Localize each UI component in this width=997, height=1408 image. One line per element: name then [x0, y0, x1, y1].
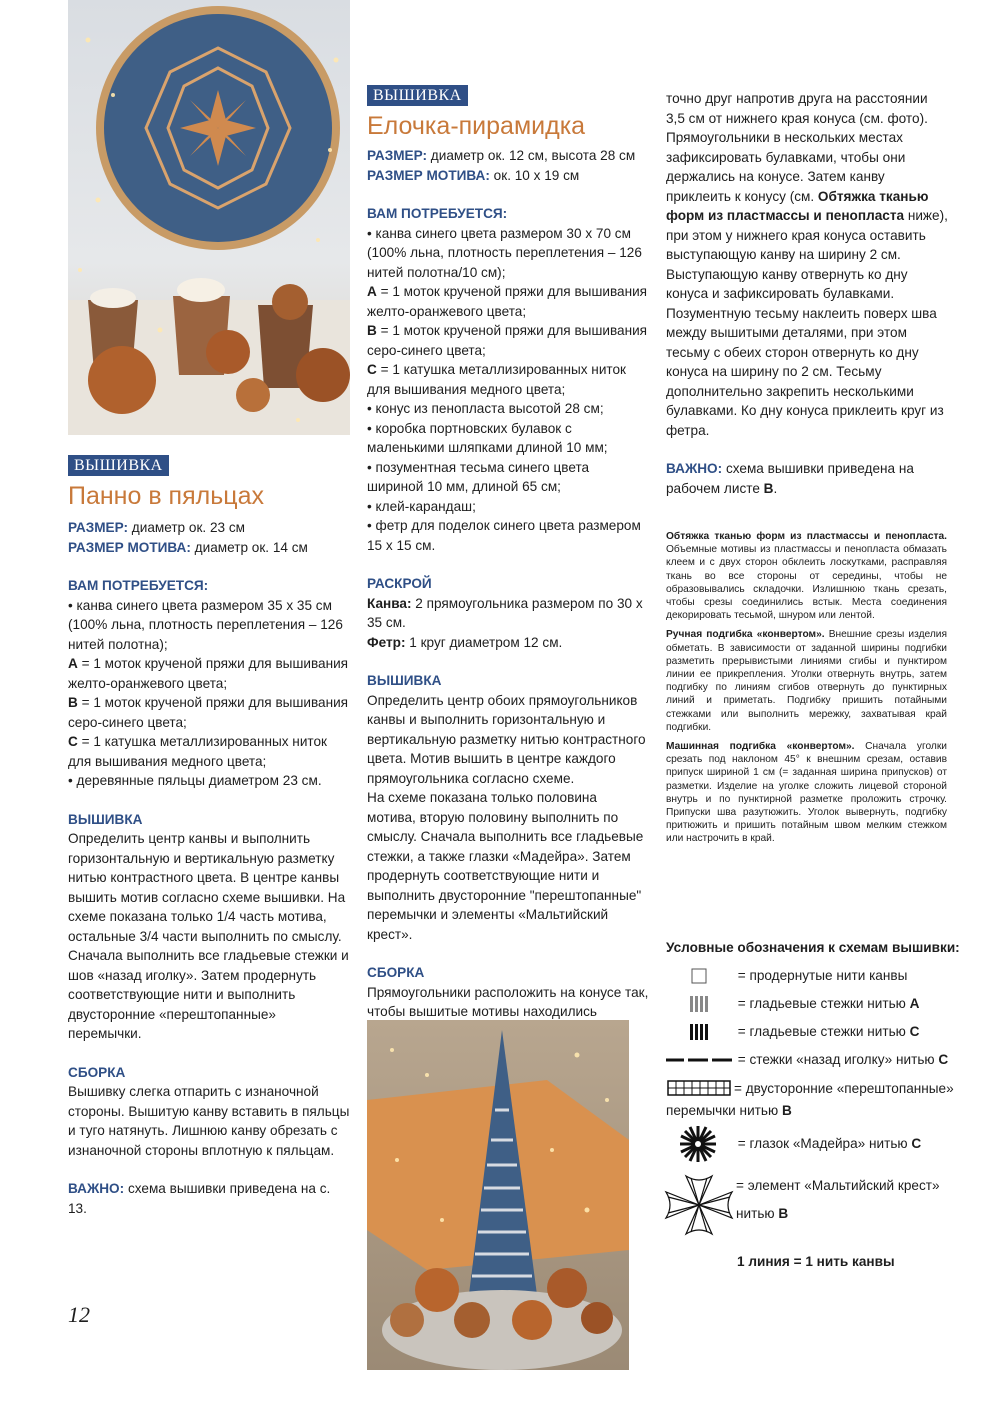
materials-heading: ВАМ ПОТРЕБУЕТСЯ:: [68, 578, 209, 593]
square-outline-icon: [666, 966, 734, 986]
legend-row: = гладьевые стежки нитью А: [666, 994, 956, 1014]
embroidery-text: Определить центр обоих прямоугольников канвы и выполнить горизонтальную и вертикальную разметку нитью контрастного цвета. Мотив вышить в центре каждого прямоугольника согласно схеме.: [367, 692, 646, 786]
materials-heading: ВАМ ПОТРЕБУЕТСЯ:: [367, 206, 508, 221]
tip-item: Обтяжка тканью форм из пластмассы и пенопласта. Объемные мотивы из пластмассы и пенопласта обмазать клеем и с двух сторон обклеить лоскутками, расправляя ткань во все стороны от середины, чтобы не образовывались складочки. Излишнюю ткань срезать, чтобы срезы соединились встык. Места соединения декорировать тесьмой, шнуром или лентой.: [666, 531, 947, 622]
legend-row: = стежки «назад иголку» нитью С: [666, 1050, 956, 1070]
article2-continuation: [666, 89, 950, 498]
list-item: С = 1 катушка металлизированных ниток для вышивания медного цвета;: [68, 734, 327, 769]
page-number: 12: [68, 1302, 90, 1327]
article-title: Елочка-пирамидка: [367, 112, 586, 140]
technique-tips: [666, 530, 947, 852]
tip-item: Ручная подгибка «конвертом». Внешние срезы изделия обметать. В зависимости от заданной ширины подгибки разметить прерывистыми линиями сгибы и пунктиром линии ее прикрепления. Уголки отвернуть внутрь, затем подгибку по линиям сгибов отвернуть до пунктирных линий и приметать. Подгибку пришить потайными стежками или выполнить мережку, захватывая край подгибки.: [666, 629, 947, 733]
important-note: ВАЖНО: схема вышивки приведена на рабочем листе В.: [666, 461, 914, 496]
list-item: • коробка портновских булавок с маленькими шляпками длиной 10 мм;: [367, 420, 608, 455]
article1: [68, 455, 350, 1218]
list-item: • канва синего цвета размером 30 х 70 см (100% льна, плотность переплетения – 126 нитей полотна/10 см);: [367, 225, 642, 280]
hoop-photo: [68, 0, 350, 435]
assembly-text: Вышивку слегка отпарить с изнаночной стороны. Вышитую канву вставить в пяльцы и туго натянуть. Лишнюю канву обрезать с изнаночной стороны вплотную к пяльцам.: [68, 1084, 350, 1158]
tip-item: Машинная подгибка «конвертом». Сначала уголки срезать под наклоном 45° к внешним срезам, оставив припуск шириной 1 см (= заданная ширина припусков) от разметки. Изделие на уголке сложить лицевой стороной внутрь и по пунктирной разметке проложить строчку. Припуски шва разутюжить. Уголок вывернуть, подгибку притюжить и пришить потайным швом мелким стежком или настрочить в край.: [666, 741, 947, 845]
legend-title: Условные обозначения к схемам вышивки:: [666, 940, 960, 955]
motif-size-line: РАЗМЕР МОТИВА: ок. 10 х 19 см: [367, 167, 580, 183]
legend-row: = гладьевые стежки нитью С: [666, 1022, 956, 1042]
canvas-cut: Канва: 2 прямоугольника размером по 30 х 35 см.: [367, 595, 643, 630]
list-item: В = 1 моток крученой пряжи для вышивания серо-синего цвета;: [68, 695, 349, 730]
embroidery-text: Определить центр канвы и выполнить горизонтальную и вертикальную разметку нитью контрастного цвета. В центре канвы вышить мотив согласно схеме вышивки. На схеме показана только 1/4 часть мотива, остальные 3/4 части выполнить по смыслу. Сначала выполнить все гладьевые стежки и шов «назад иголку». Затем продернуть соответствующие нити и выполнить двусторонние «перештопанные» перемычки.: [68, 831, 349, 1041]
satin-stitch-black-icon: [666, 1022, 734, 1042]
assembly-heading: СБОРКА: [367, 965, 425, 980]
important-note: ВАЖНО: схема вышивки приведена на с. 13.: [68, 1181, 331, 1216]
embroidery-heading: ВЫШИВКА: [68, 811, 143, 827]
legend-row: = глазок «Мадейра» нитью С: [666, 1124, 956, 1164]
list-item: • позументная тесьма синего цвета шириной 10 мм, длиной 65 см;: [367, 459, 590, 494]
embroidery-heading: ВЫШИВКА: [367, 673, 442, 688]
woven-bar-icon: [666, 1078, 734, 1098]
materials-list: [367, 224, 649, 556]
assembly-text: Прямоугольники расположить на конусе так, чтобы вышитые мотивы находились: [367, 984, 649, 1019]
madeira-eyelet-icon: [666, 1124, 734, 1164]
list-item: В = 1 моток крученой пряжи для вышивания серо-синего цвета;: [367, 323, 648, 358]
list-item: А = 1 моток крученой пряжи для вышивания желто-оранжевого цвета;: [367, 284, 648, 319]
list-item: • фетр для поделок синего цвета размером 15 х 15 см.: [367, 518, 641, 553]
list-item: • конус из пенопласта высотой 28 см;: [367, 401, 604, 416]
legend-footer: 1 линия = 1 нить канвы: [737, 1254, 895, 1269]
embroidery-text-2: На схеме показана только половина мотива, вторую половину выполнить по смыслу. Сначала выполнить все гладьевые стежки, а также глазки «Мадейра». Затем продернуть соответствующие нити и выполнить двусторонние "перештопанные" перемычки и элементы «Мальтийский крест».: [367, 790, 644, 942]
article-title: Панно в пяльцах: [68, 482, 264, 510]
section-tag: ВЫШИВКА: [367, 85, 468, 106]
legend-row: = двусторонние «перештопанные» перемычки нитью В: [666, 1078, 956, 1122]
list-item: С = 1 катушка металлизированных ниток для вышивания медного цвета;: [367, 362, 626, 397]
motif-size-line: РАЗМЕР МОТИВА: диаметр ок. 14 см: [68, 539, 308, 555]
list-item: • клей-карандаш;: [367, 498, 476, 514]
backstitch-line-icon: [666, 1050, 734, 1070]
size-line: РАЗМЕР: диаметр ок. 12 см, высота 28 см: [367, 148, 636, 163]
maltese-cross-icon: [662, 1172, 736, 1238]
materials-list: [68, 596, 350, 791]
satin-stitch-grey-icon: [666, 994, 734, 1014]
section-tag: ВЫШИВКА: [68, 455, 169, 476]
felt-cut: Фетр: 1 круг диаметром 12 см.: [367, 634, 563, 650]
list-item: • деревянные пяльцы диаметром 23 см.: [68, 773, 322, 788]
legend-row: = элемент «Мальтийский крест» нитью В: [662, 1172, 952, 1238]
assembly-heading: СБОРКА: [68, 1064, 126, 1080]
cutting-heading: РАСКРОЙ: [367, 576, 432, 591]
list-item: А = 1 моток крученой пряжи для вышивания желто-оранжевого цвета;: [68, 656, 349, 691]
article2: [367, 85, 649, 1022]
list-item: • канва синего цвета размером 35 х 35 см (100% льна, плотность переплетения – 126 нитей полотна);: [68, 597, 343, 652]
continuation-text: точно друг напротив друга на расстоянии 3,5 см от нижнего края конуса (см. фото). Прямоугольники в нескольких местах зафиксировать булавками, чтобы они держались на конусе. Затем канву приклеить к конусу (см. Обтяжка тканью форм из пластмассы и пенопласта ниже), при этом у нижнего края конуса оставить выступающую канву на ширину 2 см. Выступающую канву отвернуть ко дну конуса и зафиксировать булавками. Позументную тесьму наклеить поверх шва между вышитыми деталями, при этом тесьму с обеих сторон отвернуть ко дну конуса на ширину по 2 см. Тесьму дополнительно закрепить несколькими булавками. Ко дну конуса приклеить круг из фетра.: [666, 91, 948, 438]
cone-tree-photo: [367, 1020, 629, 1370]
size-line: РАЗМЕР: диаметр ок. 23 см: [68, 520, 245, 535]
legend-row: = продернутые нити канвы: [666, 966, 956, 986]
